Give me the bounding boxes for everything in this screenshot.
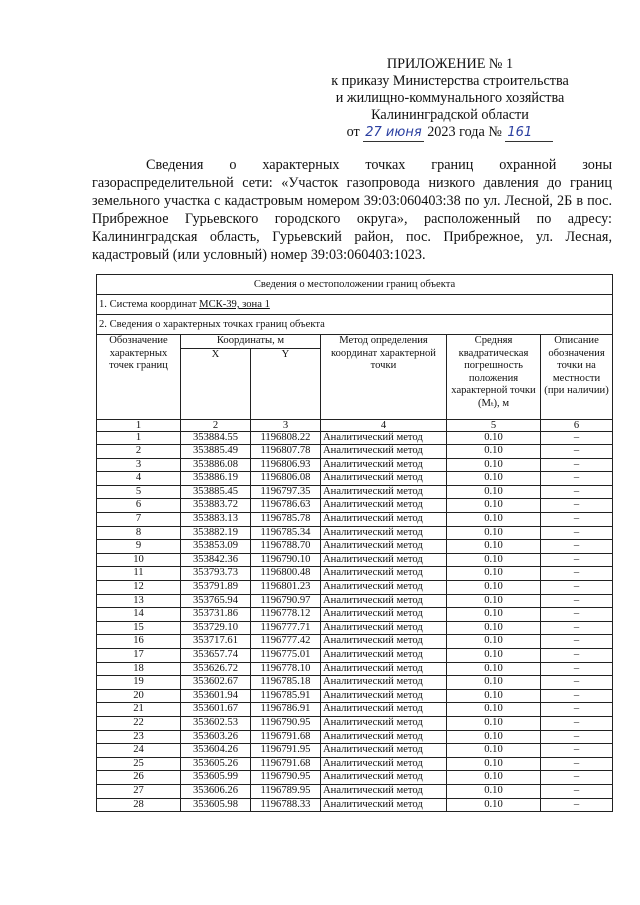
table-cell: 353765.94 [181, 594, 251, 608]
table-cell: 16 [97, 635, 181, 649]
table-cell: Аналитический метод [321, 784, 447, 798]
col-number: 1 [97, 419, 181, 431]
table-cell: Аналитический метод [321, 608, 447, 622]
table-cell: 1196797.35 [251, 485, 321, 499]
table-row [97, 608, 613, 622]
table-row [97, 757, 613, 771]
table-cell: 1196789.95 [251, 784, 321, 798]
table-cell: 0.10 [447, 662, 541, 676]
table-row [97, 635, 613, 649]
table-cell: – [541, 458, 613, 472]
table-cell: 353626.72 [181, 662, 251, 676]
table-cell: 0.10 [447, 730, 541, 744]
table-cell: 0.10 [447, 581, 541, 595]
table-cell: 1196790.97 [251, 594, 321, 608]
table-cell: 353604.26 [181, 744, 251, 758]
table-cell: 0.10 [447, 445, 541, 459]
table-cell: – [541, 744, 613, 758]
col-number: 5 [447, 419, 541, 431]
table-cell: – [541, 445, 613, 459]
table-cell: 25 [97, 757, 181, 771]
appendix-line-1: к приказу Министерства строительства [331, 73, 569, 89]
table-cell: 353605.98 [181, 798, 251, 812]
header-coords: Координаты, м [181, 335, 321, 349]
section-2-row [97, 315, 613, 335]
table-cell: 22 [97, 716, 181, 730]
table-row [97, 798, 613, 812]
table-cell: – [541, 757, 613, 771]
table-cell: 0.10 [447, 676, 541, 690]
table-row [97, 676, 613, 690]
table-cell: 353603.26 [181, 730, 251, 744]
table-cell: 0.10 [447, 485, 541, 499]
table-cell: 353884.55 [181, 431, 251, 445]
table-cell: Аналитический метод [321, 676, 447, 690]
table-row [97, 703, 613, 717]
table-cell: 27 [97, 784, 181, 798]
table-cell: – [541, 703, 613, 717]
table-cell: 353883.13 [181, 513, 251, 527]
table-cell: – [541, 594, 613, 608]
table-cell: 4 [97, 472, 181, 486]
table-cell: Аналитический метод [321, 553, 447, 567]
appendix-line-2: и жилищно-коммунального хозяйства [335, 90, 565, 106]
table-cell: 0.10 [447, 635, 541, 649]
table-cell: 353605.26 [181, 757, 251, 771]
header-method: Метод определения координат характерной точки [321, 335, 447, 420]
table-cell: 10 [97, 553, 181, 567]
table-cell: 353853.09 [181, 540, 251, 554]
table-cell: 353791.89 [181, 581, 251, 595]
table-cell: 353885.45 [181, 485, 251, 499]
table-cell: – [541, 499, 613, 513]
table-cell: 2 [97, 445, 181, 459]
table-cell: Аналитический метод [321, 744, 447, 758]
table-cell: 1196786.63 [251, 499, 321, 513]
table-cell: Аналитический метод [321, 621, 447, 635]
table-cell: 353883.72 [181, 499, 251, 513]
table-cell: 0.10 [447, 513, 541, 527]
table-cell: – [541, 716, 613, 730]
header-y: Y [251, 348, 321, 419]
table-cell: 1196790.95 [251, 716, 321, 730]
table-row [97, 784, 613, 798]
table-cell: – [541, 798, 613, 812]
table-row [97, 431, 613, 445]
table-cell: 0.10 [447, 567, 541, 581]
table-cell: 13 [97, 594, 181, 608]
table-cell: – [541, 771, 613, 785]
table-cell: 0.10 [447, 472, 541, 486]
table-row [97, 744, 613, 758]
table-cell: – [541, 730, 613, 744]
table-cell: 1196777.71 [251, 621, 321, 635]
table-cell: Аналитический метод [321, 526, 447, 540]
table-cell: 0.10 [447, 608, 541, 622]
table-cell: 17 [97, 649, 181, 663]
table-cell: 1196788.33 [251, 798, 321, 812]
table-cell: 353731.86 [181, 608, 251, 622]
table-cell: 1196790.95 [251, 771, 321, 785]
table-body [97, 431, 613, 812]
table-row [97, 513, 613, 527]
table-cell: 1196790.10 [251, 553, 321, 567]
table-cell: 0.10 [447, 540, 541, 554]
table-cell: Аналитический метод [321, 771, 447, 785]
table-cell: 1196806.08 [251, 472, 321, 486]
table-cell: – [541, 431, 613, 445]
table-cell: 26 [97, 771, 181, 785]
table-cell: Аналитический метод [321, 472, 447, 486]
table-cell: 353885.49 [181, 445, 251, 459]
col-number: 3 [251, 419, 321, 431]
coordinate-system [97, 295, 613, 315]
table-cell: 1196791.95 [251, 744, 321, 758]
table-cell: Аналитический метод [321, 757, 447, 771]
table-cell: 9 [97, 540, 181, 554]
points-table [96, 274, 613, 812]
table-cell: 20 [97, 689, 181, 703]
table-cell: – [541, 662, 613, 676]
table-cell: 0.10 [447, 594, 541, 608]
appendix-line-3: Калининградской области [371, 107, 529, 123]
table-cell: Аналитический метод [321, 431, 447, 445]
table-cell: Аналитический метод [321, 730, 447, 744]
table-cell: 24 [97, 744, 181, 758]
appendix-date-line [300, 124, 600, 142]
table-cell: Аналитический метод [321, 458, 447, 472]
table-cell: 0.10 [447, 458, 541, 472]
table-cell: Аналитический метод [321, 798, 447, 812]
table-cell: Аналитический метод [321, 716, 447, 730]
table-title-row [97, 275, 613, 295]
table-row [97, 730, 613, 744]
table-row [97, 716, 613, 730]
table-cell: 0.10 [447, 553, 541, 567]
table-cell: Аналитический метод [321, 703, 447, 717]
table-row [97, 499, 613, 513]
table-cell: – [541, 689, 613, 703]
table-cell: 1196785.91 [251, 689, 321, 703]
table-cell: 1196791.68 [251, 730, 321, 744]
table-cell: Аналитический метод [321, 513, 447, 527]
table-row [97, 526, 613, 540]
table-cell: 353602.67 [181, 676, 251, 690]
table-cell: – [541, 649, 613, 663]
table-title: Сведения о местоположении границ объекта [97, 275, 613, 295]
table-cell: – [541, 608, 613, 622]
table-cell: 1196806.93 [251, 458, 321, 472]
table-cell: – [541, 513, 613, 527]
table-cell: – [541, 472, 613, 486]
table-cell: – [541, 567, 613, 581]
table-cell: 353886.19 [181, 472, 251, 486]
table-cell: 0.10 [447, 757, 541, 771]
table-cell: Аналитический метод [321, 567, 447, 581]
table-cell: Аналитический метод [321, 445, 447, 459]
table-cell: 0.10 [447, 703, 541, 717]
col-number: 2 [181, 419, 251, 431]
table-cell: 5 [97, 485, 181, 499]
table-cell: – [541, 485, 613, 499]
header-error: Средняя квадратическая погрешность положения характерной точки (Mₜ), м [447, 335, 541, 420]
table-cell: 0.10 [447, 798, 541, 812]
table-cell: Аналитический метод [321, 540, 447, 554]
table-cell: 353729.10 [181, 621, 251, 635]
table-row [97, 621, 613, 635]
table-cell: – [541, 621, 613, 635]
table-cell: Аналитический метод [321, 635, 447, 649]
table-cell: 1196808.22 [251, 431, 321, 445]
section-1-prefix: 1. Система координат [99, 299, 197, 310]
table-cell: 21 [97, 703, 181, 717]
table-cell: – [541, 553, 613, 567]
handwritten-number: 161 [505, 124, 553, 142]
table-cell: Аналитический метод [321, 499, 447, 513]
table-cell: 353602.53 [181, 716, 251, 730]
table-cell: Аналитический метод [321, 581, 447, 595]
table-row [97, 458, 613, 472]
table-cell: 1196785.78 [251, 513, 321, 527]
table-row [97, 594, 613, 608]
table-cell: 12 [97, 581, 181, 595]
table-cell: 353717.61 [181, 635, 251, 649]
table-cell: 1196788.70 [251, 540, 321, 554]
table-cell: 1196785.18 [251, 676, 321, 690]
table-cell: 353605.99 [181, 771, 251, 785]
table-cell: 0.10 [447, 716, 541, 730]
year-text: 2023 года № [427, 124, 502, 140]
date-prefix: от [346, 124, 360, 140]
table-cell: 0.10 [447, 526, 541, 540]
col-number: 6 [541, 419, 613, 431]
table-cell: 3 [97, 458, 181, 472]
table-cell: 1196801.23 [251, 581, 321, 595]
header-x: X [181, 348, 251, 419]
table-cell: 19 [97, 676, 181, 690]
header-point: Обозначение характерных точек границ [97, 335, 181, 420]
column-numbers-row [97, 419, 613, 431]
table-row [97, 472, 613, 486]
table-cell: – [541, 635, 613, 649]
table-cell: 1196775.01 [251, 649, 321, 663]
table-cell: 353657.74 [181, 649, 251, 663]
header-row-1 [97, 335, 613, 349]
table-cell: 14 [97, 608, 181, 622]
section-1-value: МСК-39, зона 1 [199, 299, 270, 310]
table-cell: Аналитический метод [321, 649, 447, 663]
table-cell: 8 [97, 526, 181, 540]
table-cell: 1196778.12 [251, 608, 321, 622]
table-cell: – [541, 784, 613, 798]
table-cell: 1196800.48 [251, 567, 321, 581]
table-cell: 0.10 [447, 649, 541, 663]
table-cell: Аналитический метод [321, 485, 447, 499]
table-cell: 23 [97, 730, 181, 744]
table-cell: Аналитический метод [321, 662, 447, 676]
table-row [97, 689, 613, 703]
appendix-header [300, 56, 600, 142]
table-cell: 0.10 [447, 784, 541, 798]
table-cell: 353601.67 [181, 703, 251, 717]
table-cell: 353606.26 [181, 784, 251, 798]
table-row [97, 649, 613, 663]
table-cell: 353793.73 [181, 567, 251, 581]
table-row [97, 581, 613, 595]
table-cell: 1 [97, 431, 181, 445]
handwritten-date: 27 июня [365, 125, 422, 140]
table-row [97, 567, 613, 581]
table-cell: 6 [97, 499, 181, 513]
table-cell: 1196785.34 [251, 526, 321, 540]
table-cell: 1196807.78 [251, 445, 321, 459]
table-cell: – [541, 581, 613, 595]
col-number: 4 [321, 419, 447, 431]
header-desc: Описание обозначения точки на местности (при наличии) [541, 335, 613, 420]
table-cell: 11 [97, 567, 181, 581]
table-cell: Аналитический метод [321, 594, 447, 608]
table-cell: – [541, 526, 613, 540]
table-cell: 18 [97, 662, 181, 676]
table-cell: – [541, 540, 613, 554]
table-row [97, 662, 613, 676]
table-cell: 1196786.91 [251, 703, 321, 717]
table-cell: 0.10 [447, 689, 541, 703]
table-row [97, 553, 613, 567]
table-cell: 0.10 [447, 499, 541, 513]
table-cell: 28 [97, 798, 181, 812]
table-cell: 1196791.68 [251, 757, 321, 771]
table-cell: 353882.19 [181, 526, 251, 540]
intro-paragraph: Сведения о характерных точках границ охранной зоны газораспределительной сети: «Участок газопровода низкого давления до границ земельного участка с кадастровым номером 39:03:060403:38 по ул. Лесной, 2Б в пос. Прибрежное Гурьевского городского округа», расположенный по адресу: Калининградская область, Гурьевский район, пос. Прибрежное, ул. Лесная, кадастровый (или условный) номер 39:03:060403:1023. [92, 157, 612, 263]
table-cell: 0.10 [447, 621, 541, 635]
table-cell: 353842.36 [181, 553, 251, 567]
appendix-title: ПРИЛОЖЕНИЕ № 1 [386, 56, 514, 72]
table-cell: 0.10 [447, 431, 541, 445]
table-cell: 7 [97, 513, 181, 527]
table-row [97, 445, 613, 459]
section-2-title: 2. Сведения о характерных точках границ объекта [97, 315, 613, 335]
table-cell: 353886.08 [181, 458, 251, 472]
table-row [97, 540, 613, 554]
table-cell: – [541, 676, 613, 690]
table-cell: 0.10 [447, 771, 541, 785]
table-cell: 0.10 [447, 744, 541, 758]
table-cell: Аналитический метод [321, 689, 447, 703]
table-row [97, 485, 613, 499]
table-row [97, 771, 613, 785]
table-cell: 1196778.10 [251, 662, 321, 676]
table-cell: 1196777.42 [251, 635, 321, 649]
table-cell: 15 [97, 621, 181, 635]
section-1-row [97, 295, 613, 315]
table-cell: 353601.94 [181, 689, 251, 703]
